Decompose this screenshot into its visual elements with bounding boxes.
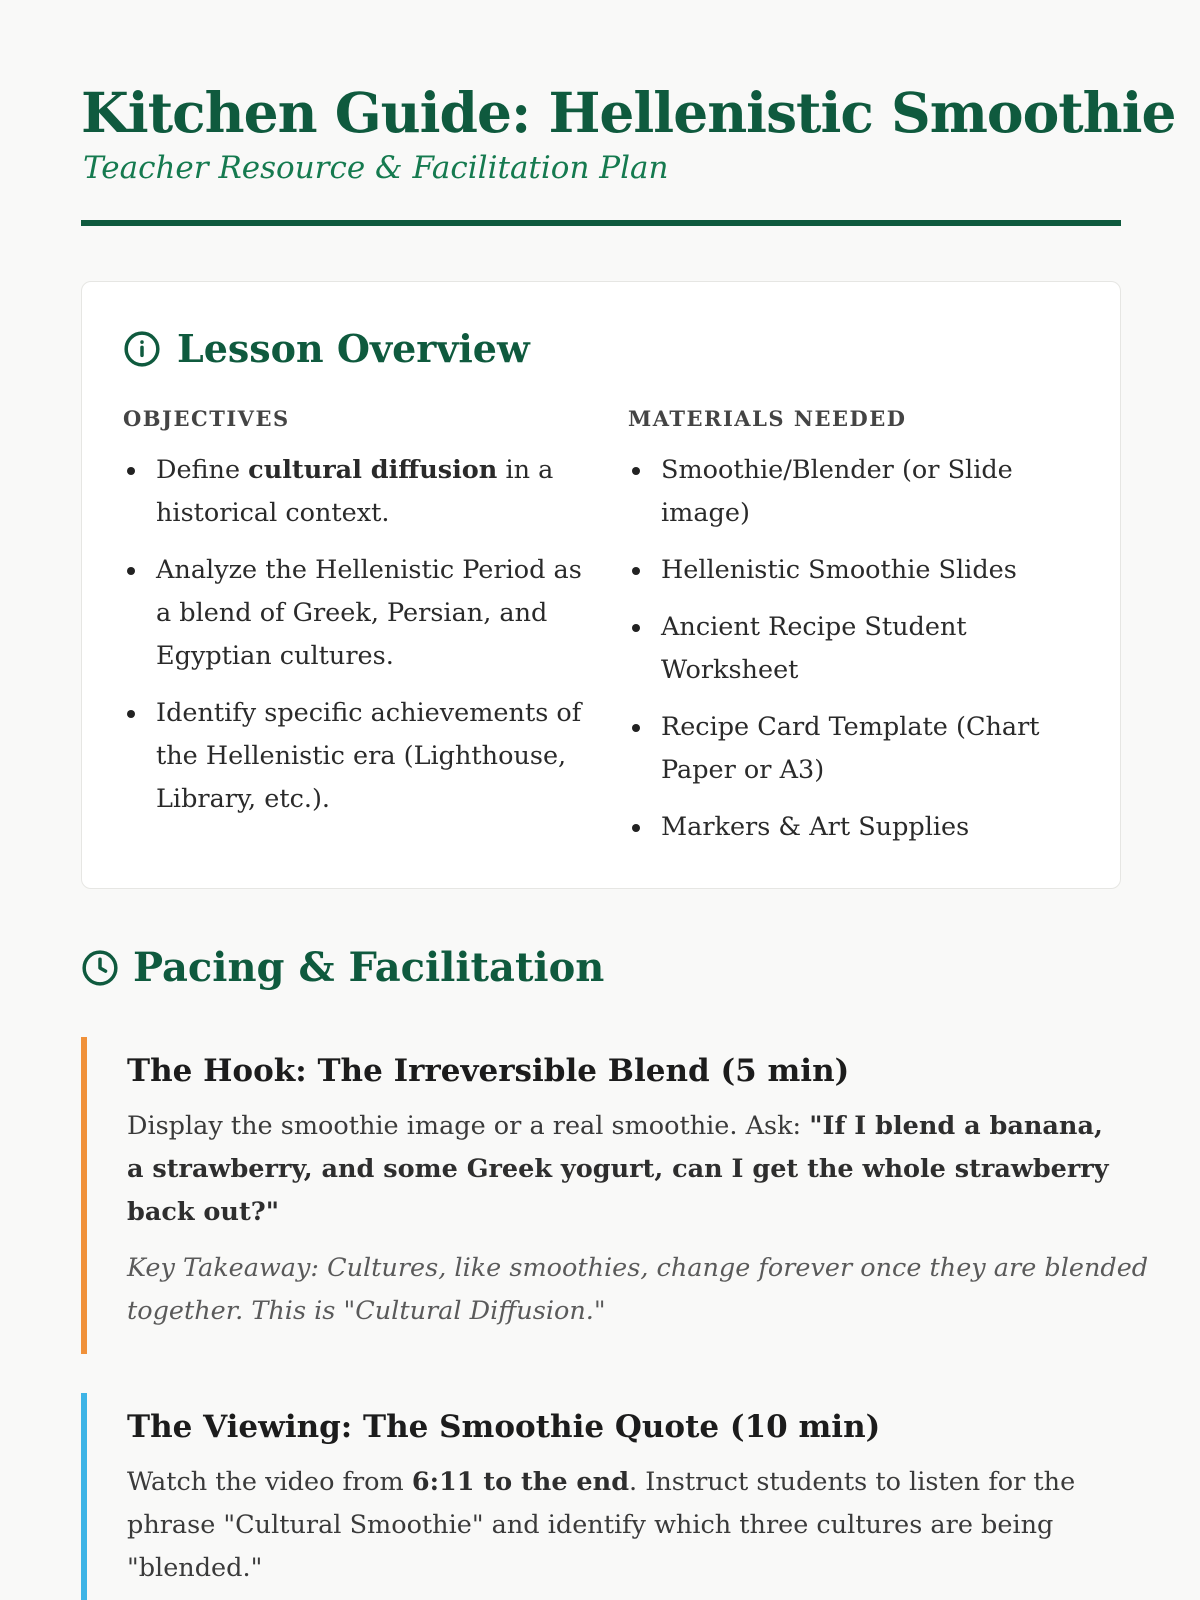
list-item: Identify specific achievements of the Hellenistic era (Lighthouse, Library, etc.). bbox=[123, 692, 583, 821]
materials-column bbox=[628, 406, 1058, 863]
step-hook bbox=[81, 1037, 1149, 1354]
step-title: The Hook: The Irreversible Blend (5 min) bbox=[127, 1053, 850, 1089]
list-item: Markers & Art Supplies bbox=[628, 806, 1058, 849]
key-takeaway: Key Takeaway: Cultures, like smoothies, change forever once they are blended together. This is "Cultural Diffusion." bbox=[127, 1253, 1149, 1326]
list-item: Smoothie/Blender (or Slide image) bbox=[628, 449, 1058, 535]
title-divider bbox=[81, 220, 1121, 226]
objectives-list bbox=[123, 449, 583, 821]
clock-icon bbox=[81, 949, 119, 987]
lesson-overview-heading bbox=[123, 326, 530, 371]
pacing-heading bbox=[81, 944, 604, 991]
step-viewing bbox=[81, 1393, 1121, 1600]
info-icon bbox=[123, 330, 161, 368]
page-subtitle: Teacher Resource & Facilitation Plan bbox=[83, 150, 669, 186]
list-item: Define cultural diffusion in a historical context. bbox=[123, 449, 583, 535]
step-body: Watch the video from 6:11 to the end. Instruct students to listen for the phrase "Cultural Smoothie" and identify which three cultures are being "blended." bbox=[127, 1467, 1076, 1583]
step-body: Display the smoothie image or a real smoothie. Ask: "If I blend a banana, a strawberry, and some Greek yogurt, can I get the whole strawberry back out?" bbox=[127, 1111, 1109, 1227]
list-item: Analyze the Hellenistic Period as a blend of Greek, Persian, and Egyptian cultures. bbox=[123, 549, 583, 678]
page-title: Kitchen Guide: Hellenistic Smoothie bbox=[81, 80, 1176, 145]
materials-label: MATERIALS NEEDED bbox=[628, 406, 907, 431]
list-item: Recipe Card Template (Chart Paper or A3) bbox=[628, 706, 1058, 792]
step-accent-bar bbox=[81, 1037, 87, 1354]
step-title: The Viewing: The Smoothie Quote (10 min) bbox=[127, 1409, 881, 1445]
objectives-label: OBJECTIVES bbox=[123, 406, 290, 431]
materials-list bbox=[628, 449, 1058, 849]
step-accent-bar bbox=[81, 1393, 87, 1600]
pacing-title: Pacing & Facilitation bbox=[133, 944, 605, 991]
objectives-column bbox=[123, 406, 583, 835]
list-item: Ancient Recipe Student Worksheet bbox=[628, 606, 1058, 692]
list-item: Hellenistic Smoothie Slides bbox=[628, 549, 1058, 592]
lesson-overview-title: Lesson Overview bbox=[177, 326, 530, 371]
lesson-overview-card bbox=[81, 281, 1121, 889]
